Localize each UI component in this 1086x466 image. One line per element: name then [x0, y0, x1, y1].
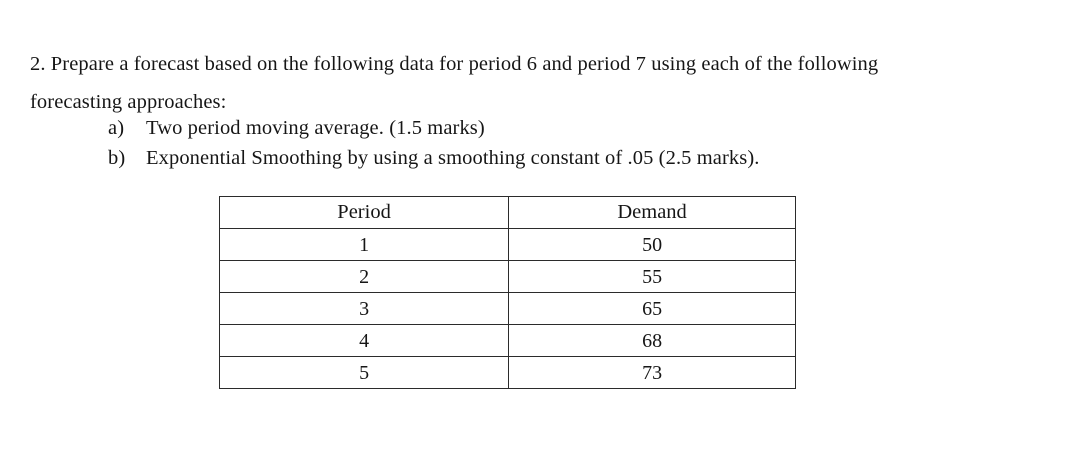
cell-demand: 68 [509, 325, 796, 357]
cell-period: 4 [220, 325, 509, 357]
sub-question-text-a: Two period moving average. (1.5 marks) [146, 117, 485, 139]
cell-period: 1 [220, 229, 509, 261]
demand-table [219, 196, 796, 389]
table-row [220, 229, 796, 261]
table-row [220, 357, 796, 389]
column-header-period: Period [220, 197, 509, 229]
sub-question-marker-a: a) [108, 117, 125, 139]
table-row [220, 325, 796, 357]
demand-table-container [219, 196, 796, 389]
table-row [220, 261, 796, 293]
cell-demand: 73 [509, 357, 796, 389]
cell-period: 3 [220, 293, 509, 325]
sub-question-marker-b: b) [108, 147, 126, 169]
table-header-row [220, 197, 796, 229]
sub-question-text-b: Exponential Smoothing by using a smoothing constant of .05 (2.5 marks). [146, 147, 760, 169]
cell-demand: 50 [509, 229, 796, 261]
cell-demand: 65 [509, 293, 796, 325]
column-header-demand: Demand [509, 197, 796, 229]
sub-question-item-b [108, 143, 968, 173]
cell-period: 2 [220, 261, 509, 293]
sub-question-item-a [108, 113, 968, 143]
cell-demand: 55 [509, 261, 796, 293]
cell-period: 5 [220, 357, 509, 389]
table-row [220, 293, 796, 325]
sub-question-list [108, 113, 968, 173]
question-paragraph: 2. Prepare a forecast based on the following data for period 6 and period 7 using each of the following forecasting approaches: [30, 52, 879, 113]
